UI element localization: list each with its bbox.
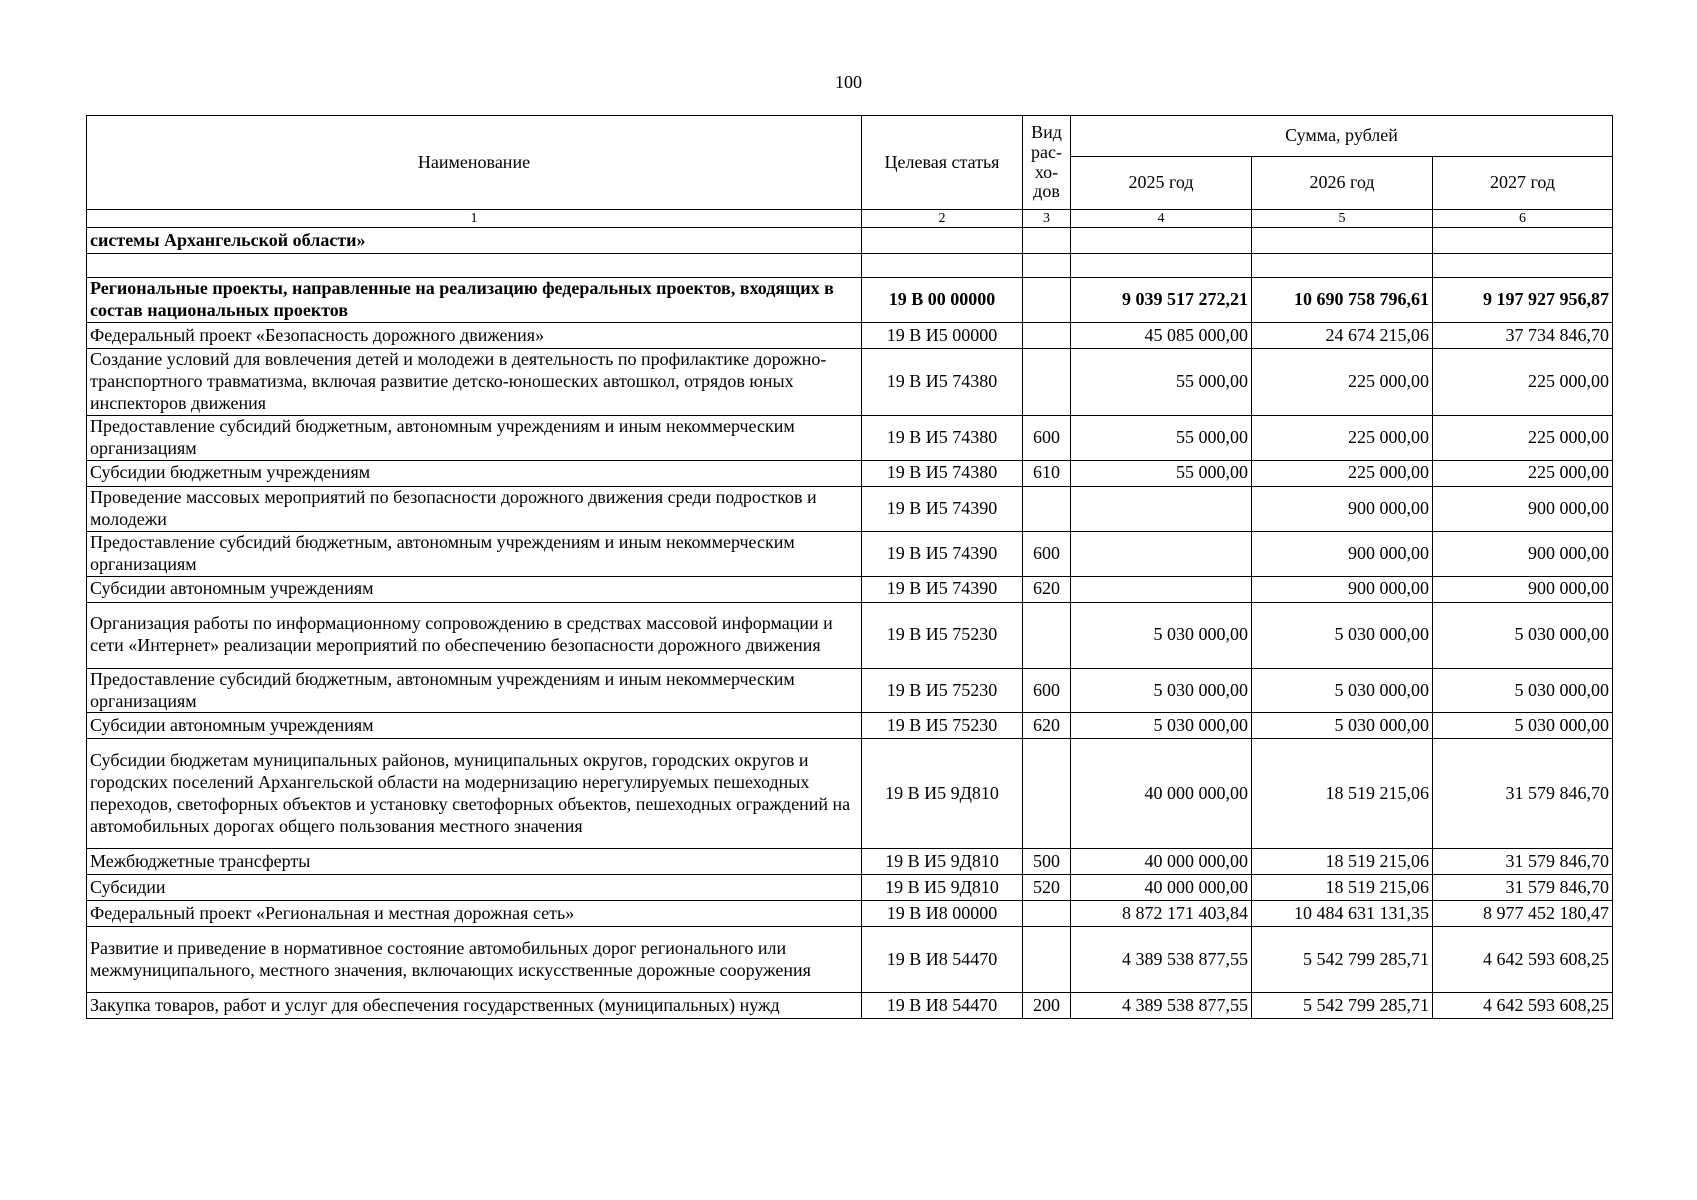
row-amount-2027-cell: 5 030 000,00 xyxy=(1433,668,1613,713)
row-name-cell: Предоставление субсидий бюджетным, автономным учреждениям и иным некоммерческим организациям xyxy=(87,531,862,576)
row-name-cell: Субсидии xyxy=(87,875,862,901)
row-amount-2026-cell: 10 484 631 131,35 xyxy=(1252,901,1433,927)
table-row xyxy=(87,901,1613,927)
row-expense-kind-cell: 610 xyxy=(1023,460,1071,486)
row-target-article-cell: 19 В И8 54470 xyxy=(862,927,1023,993)
row-amount-2027-cell: 9 197 927 956,87 xyxy=(1433,278,1613,323)
row-target-article-cell xyxy=(862,254,1023,278)
table-row xyxy=(87,993,1613,1019)
row-amount-2025-cell xyxy=(1071,576,1252,602)
row-amount-2025-cell xyxy=(1071,254,1252,278)
row-expense-kind-cell: 200 xyxy=(1023,993,1071,1019)
row-amount-2025-cell: 9 039 517 272,21 xyxy=(1071,278,1252,323)
row-amount-2025-cell: 40 000 000,00 xyxy=(1071,739,1252,849)
row-amount-2026-cell: 5 542 799 285,71 xyxy=(1252,927,1433,993)
table-row xyxy=(87,713,1613,739)
table-row xyxy=(87,278,1613,323)
row-name-cell: Проведение массовых мероприятий по безопасности дорожного движения среди подростков и молодежи xyxy=(87,486,862,531)
header-name: Наименование xyxy=(87,116,862,210)
column-number: 4 xyxy=(1071,210,1252,228)
row-amount-2026-cell: 24 674 215,06 xyxy=(1252,322,1433,348)
row-amount-2025-cell xyxy=(1071,228,1252,254)
row-amount-2027-cell: 900 000,00 xyxy=(1433,531,1613,576)
row-target-article-cell: 19 В И8 54470 xyxy=(862,993,1023,1019)
row-target-article-cell: 19 В И5 75230 xyxy=(862,602,1023,668)
row-name-cell: Федеральный проект «Региональная и местная дорожная сеть» xyxy=(87,901,862,927)
row-name-cell: Предоставление субсидий бюджетным, автономным учреждениям и иным некоммерческим организациям xyxy=(87,415,862,460)
row-amount-2025-cell: 4 389 538 877,55 xyxy=(1071,927,1252,993)
row-amount-2027-cell: 225 000,00 xyxy=(1433,348,1613,415)
row-target-article-cell: 19 В И5 9Д810 xyxy=(862,739,1023,849)
table-row xyxy=(87,531,1613,576)
row-amount-2026-cell: 18 519 215,06 xyxy=(1252,849,1433,875)
table-row xyxy=(87,668,1613,713)
row-amount-2025-cell: 55 000,00 xyxy=(1071,460,1252,486)
row-amount-2027-cell: 37 734 846,70 xyxy=(1433,322,1613,348)
row-amount-2026-cell: 225 000,00 xyxy=(1252,460,1433,486)
row-amount-2026-cell: 225 000,00 xyxy=(1252,348,1433,415)
row-name-cell: Создание условий для вовлечения детей и молодежи в деятельность по профилактике дорожно-транспортного травматизма, включая развитие детско-юношеских автошкол, отрядов юных инспекторов движения xyxy=(87,348,862,415)
row-expense-kind-cell xyxy=(1023,739,1071,849)
column-number: 2 xyxy=(862,210,1023,228)
page-number: 100 xyxy=(835,72,862,92)
row-expense-kind-cell xyxy=(1023,348,1071,415)
row-name-cell: Федеральный проект «Безопасность дорожного движения» xyxy=(87,322,862,348)
column-number: 5 xyxy=(1252,210,1433,228)
row-amount-2026-cell: 18 519 215,06 xyxy=(1252,875,1433,901)
row-target-article-cell: 19 В И5 75230 xyxy=(862,713,1023,739)
row-name-cell: Развитие и приведение в нормативное состояние автомобильных дорог регионального или межмуниципального, местного значения, включающих искусственные дорожные сооружения xyxy=(87,927,862,993)
row-amount-2027-cell: 5 030 000,00 xyxy=(1433,713,1613,739)
row-amount-2027-cell: 8 977 452 180,47 xyxy=(1433,901,1613,927)
row-amount-2027-cell: 31 579 846,70 xyxy=(1433,739,1613,849)
row-target-article-cell: 19 В И5 74380 xyxy=(862,348,1023,415)
row-name-cell: Предоставление субсидий бюджетным, автономным учреждениям и иным некоммерческим организациям xyxy=(87,668,862,713)
row-amount-2026-cell xyxy=(1252,228,1433,254)
row-amount-2027-cell: 5 030 000,00 xyxy=(1433,602,1613,668)
row-amount-2027-cell: 900 000,00 xyxy=(1433,576,1613,602)
row-target-article-cell: 19 В И5 9Д810 xyxy=(862,875,1023,901)
row-amount-2027-cell xyxy=(1433,228,1613,254)
row-name-cell: Субсидии автономным учреждениям xyxy=(87,576,862,602)
row-amount-2025-cell: 40 000 000,00 xyxy=(1071,849,1252,875)
row-amount-2027-cell xyxy=(1433,254,1613,278)
row-name-cell: системы Архангельской области» xyxy=(87,228,862,254)
table-row xyxy=(87,602,1613,668)
row-amount-2027-cell: 31 579 846,70 xyxy=(1433,875,1613,901)
row-expense-kind-cell xyxy=(1023,278,1071,323)
row-name-cell: Закупка товаров, работ и услуг для обеспечения государственных (муниципальных) нужд xyxy=(87,993,862,1019)
row-name-cell: Субсидии автономным учреждениям xyxy=(87,713,862,739)
row-expense-kind-cell xyxy=(1023,322,1071,348)
row-target-article-cell: 19 В И5 74380 xyxy=(862,460,1023,486)
row-amount-2026-cell xyxy=(1252,254,1433,278)
table-row xyxy=(87,228,1613,254)
row-amount-2025-cell xyxy=(1071,486,1252,531)
row-amount-2025-cell: 45 085 000,00 xyxy=(1071,322,1252,348)
row-amount-2026-cell: 5 030 000,00 xyxy=(1252,602,1433,668)
table-row xyxy=(87,849,1613,875)
row-expense-kind-cell xyxy=(1023,927,1071,993)
row-amount-2026-cell: 5 030 000,00 xyxy=(1252,713,1433,739)
row-name-cell: Межбюджетные трансферты xyxy=(87,849,862,875)
header-target-article: Целевая статья xyxy=(862,116,1023,210)
row-target-article-cell xyxy=(862,228,1023,254)
row-amount-2025-cell: 4 389 538 877,55 xyxy=(1071,993,1252,1019)
header-year-2025: 2025 год xyxy=(1071,157,1252,210)
row-amount-2026-cell: 900 000,00 xyxy=(1252,486,1433,531)
row-amount-2025-cell: 55 000,00 xyxy=(1071,348,1252,415)
row-target-article-cell: 19 В И8 00000 xyxy=(862,901,1023,927)
row-expense-kind-cell xyxy=(1023,228,1071,254)
table-row xyxy=(87,875,1613,901)
table-row xyxy=(87,415,1613,460)
row-amount-2025-cell: 5 030 000,00 xyxy=(1071,668,1252,713)
row-expense-kind-cell xyxy=(1023,901,1071,927)
row-amount-2025-cell: 8 872 171 403,84 xyxy=(1071,901,1252,927)
row-amount-2025-cell: 5 030 000,00 xyxy=(1071,713,1252,739)
table-row xyxy=(87,348,1613,415)
row-name-cell xyxy=(87,254,862,278)
row-target-article-cell: 19 В 00 00000 xyxy=(862,278,1023,323)
row-amount-2026-cell: 10 690 758 796,61 xyxy=(1252,278,1433,323)
table-row xyxy=(87,460,1613,486)
row-name-cell: Субсидии бюджетным учреждениям xyxy=(87,460,862,486)
row-expense-kind-cell: 520 xyxy=(1023,875,1071,901)
budget-table xyxy=(86,115,1613,1019)
table-row xyxy=(87,322,1613,348)
row-target-article-cell: 19 В И5 75230 xyxy=(862,668,1023,713)
row-target-article-cell: 19 В И5 00000 xyxy=(862,322,1023,348)
table-row xyxy=(87,739,1613,849)
row-expense-kind-cell: 620 xyxy=(1023,576,1071,602)
row-amount-2027-cell: 225 000,00 xyxy=(1433,460,1613,486)
row-expense-kind-cell: 600 xyxy=(1023,531,1071,576)
row-amount-2027-cell: 4 642 593 608,25 xyxy=(1433,993,1613,1019)
row-target-article-cell: 19 В И5 74390 xyxy=(862,576,1023,602)
row-target-article-cell: 19 В И5 9Д810 xyxy=(862,849,1023,875)
column-number: 1 xyxy=(87,210,862,228)
row-amount-2026-cell: 900 000,00 xyxy=(1252,576,1433,602)
row-expense-kind-cell xyxy=(1023,602,1071,668)
column-number: 6 xyxy=(1433,210,1613,228)
row-expense-kind-cell xyxy=(1023,254,1071,278)
row-amount-2026-cell: 225 000,00 xyxy=(1252,415,1433,460)
column-number-row xyxy=(87,210,1613,228)
row-expense-kind-cell: 500 xyxy=(1023,849,1071,875)
row-expense-kind-cell xyxy=(1023,486,1071,531)
column-number: 3 xyxy=(1023,210,1071,228)
row-expense-kind-cell: 600 xyxy=(1023,668,1071,713)
row-amount-2027-cell: 900 000,00 xyxy=(1433,486,1613,531)
row-amount-2025-cell: 40 000 000,00 xyxy=(1071,875,1252,901)
row-amount-2027-cell: 225 000,00 xyxy=(1433,415,1613,460)
row-target-article-cell: 19 В И5 74390 xyxy=(862,486,1023,531)
row-amount-2026-cell: 900 000,00 xyxy=(1252,531,1433,576)
row-amount-2025-cell: 5 030 000,00 xyxy=(1071,602,1252,668)
row-name-cell: Субсидии бюджетам муниципальных районов, муниципальных округов, городских округов и городских поселений Архангельской области на модернизацию нерегулируемых пешеходных переходов, светофорных объектов и установку светофорных объектов, пешеходных ограждений на автомобильных дорогах общего пользования местного значения xyxy=(87,739,862,849)
row-expense-kind-cell: 600 xyxy=(1023,415,1071,460)
table-row xyxy=(87,486,1613,531)
row-target-article-cell: 19 В И5 74380 xyxy=(862,415,1023,460)
table-row xyxy=(87,254,1613,278)
row-name-cell: Организация работы по информационному сопровождению в средствах массовой информации и сети «Интернет» реализации мероприятий по обеспечению безопасности дорожного движения xyxy=(87,602,862,668)
row-name-cell: Региональные проекты, направленные на реализацию федеральных проектов, входящих в состав национальных проектов xyxy=(87,278,862,323)
row-expense-kind-cell: 620 xyxy=(1023,713,1071,739)
table-body xyxy=(87,228,1613,1019)
row-amount-2027-cell: 31 579 846,70 xyxy=(1433,849,1613,875)
row-amount-2025-cell xyxy=(1071,531,1252,576)
header-expense-kind: Вид рас-хо-дов xyxy=(1023,116,1071,210)
table-row xyxy=(87,576,1613,602)
row-amount-2026-cell: 5 542 799 285,71 xyxy=(1252,993,1433,1019)
row-amount-2025-cell: 55 000,00 xyxy=(1071,415,1252,460)
row-target-article-cell: 19 В И5 74390 xyxy=(862,531,1023,576)
table-row xyxy=(87,927,1613,993)
row-amount-2027-cell: 4 642 593 608,25 xyxy=(1433,927,1613,993)
row-amount-2026-cell: 18 519 215,06 xyxy=(1252,739,1433,849)
row-amount-2026-cell: 5 030 000,00 xyxy=(1252,668,1433,713)
header-year-2027: 2027 год xyxy=(1433,157,1613,210)
header-year-2026: 2026 год xyxy=(1252,157,1433,210)
header-sum: Сумма, рублей xyxy=(1071,116,1613,157)
